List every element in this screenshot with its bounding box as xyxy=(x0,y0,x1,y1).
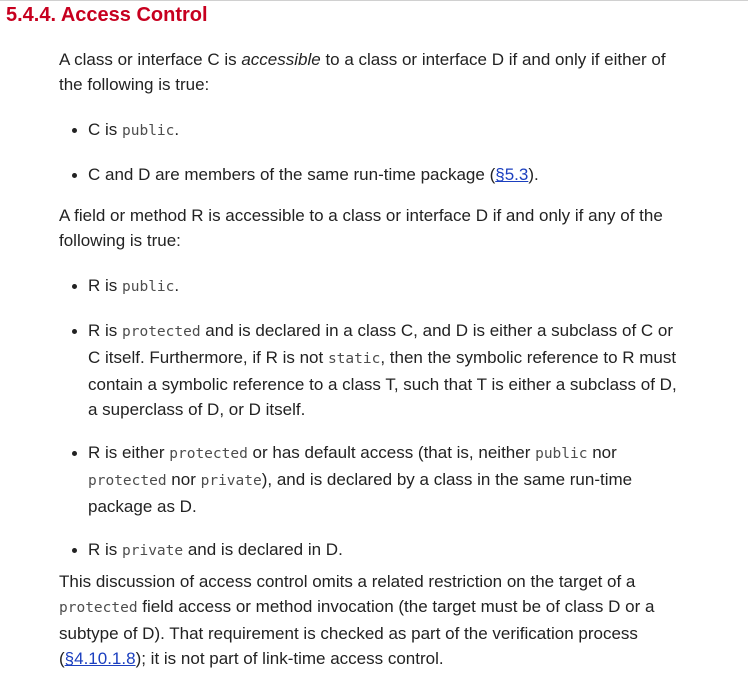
code-protected: protected xyxy=(88,473,167,489)
class-access-list xyxy=(59,117,539,187)
member-access-list xyxy=(59,273,679,564)
link-section-5-3[interactable]: §5.3 xyxy=(495,165,529,184)
code-private: private xyxy=(122,543,184,559)
code-public: public xyxy=(535,446,588,462)
list-item: C and D are members of the same run-time package (§5.3). xyxy=(59,162,539,187)
intro-paragraph-1: A class or interface C is accessible to a class or interface D if and only if either of the following is true: xyxy=(59,50,666,94)
list-item: R is protected and is declared in a class C, and D is either a subclass of C or C itself. Furthermore, if R is not static, then the symbolic reference to R must contain a symbolic reference to a class T, such that T is either a subclass of D, a superclass of D, or D itself. xyxy=(59,318,679,422)
link-section-4-10-1-8[interactable]: §4.10.1.8 xyxy=(64,649,136,668)
section-title: 5.4.4. Access Control xyxy=(6,4,208,26)
list-item: R is private and is declared in D. xyxy=(59,537,679,564)
list-item: C is public. xyxy=(59,117,539,144)
list-item: R is public. xyxy=(59,273,679,300)
intro-paragraph-2: A field or method R is accessible to a class or interface D if and only if any of the following is true: xyxy=(59,206,663,250)
code-public: public xyxy=(122,123,175,139)
list-item: R is either protected or has default access (that is, neither public nor protected nor private), and is declared by a class in the same run-time package as D. xyxy=(59,440,679,519)
code-public: public xyxy=(122,279,175,295)
code-protected: protected xyxy=(59,600,138,616)
code-protected: protected xyxy=(169,446,248,462)
code-static: static xyxy=(327,351,381,367)
accessible-term: accessible xyxy=(241,50,321,69)
closing-paragraph: This discussion of access control omits a related restriction on the target of a protected field access or method invocation (the target must be of class D or a subtype of D). That requirement is checked as part of the verification process (§4.10.1.8); it is not part of link-time access control. xyxy=(59,572,655,668)
top-divider xyxy=(0,0,748,1)
code-private: private xyxy=(200,473,262,489)
code-protected: protected xyxy=(122,324,201,340)
